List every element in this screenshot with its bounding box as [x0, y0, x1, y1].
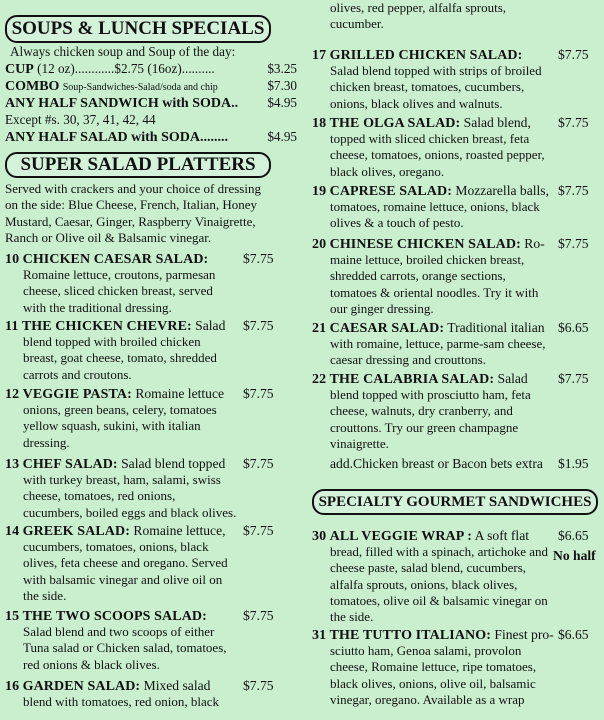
menu-item-lead: Salad [497, 371, 528, 386]
except-line: Except #s. 30, 37, 41, 42, 44 [5, 112, 156, 127]
menu-item-title [5, 318, 225, 335]
menu-item-name: THE OLGA SALAD: [329, 116, 461, 131]
menu-item-lead: Finest pro- [494, 627, 554, 642]
menu-item-name: CAESAR SALAD: [329, 321, 445, 336]
menu-item-title [312, 371, 528, 388]
menu-item-description: with turkey breast, ham, salami, swiss cheese, tomatoes, red onions, cucumbers, boiled eggs and black olives. [23, 472, 237, 520]
combo-label: COMBO [5, 79, 60, 94]
menu-item-lead: Ro- [524, 236, 545, 251]
menu-item-name: THE CALABRIA SALAD: [329, 372, 495, 387]
menu-item-description: tomatoes, romaine lettuce, onions, black olives & a touch of pesto. [330, 199, 540, 231]
menu-item-number: 16 [5, 679, 20, 694]
menu-item-description: blend topped with broiled chicken breast, goat cheese, tomato, shredded carrots and croutons. [23, 334, 217, 382]
menu-item-name: GARDEN SALAD: [22, 679, 141, 694]
menu-item-title [312, 47, 522, 64]
menu-item-price: $7.75 [243, 523, 274, 538]
menu-item-lead: Salad blend topped [121, 456, 226, 471]
menu-item-price: $6.65 [558, 528, 589, 543]
menu-item-title [5, 251, 208, 268]
half-sandwich-label: ANY HALF SANDWICH with SODA.. [5, 96, 239, 111]
menu-item-title [5, 386, 224, 403]
cup-line [5, 61, 297, 78]
menu-item-name: THE TUTTO ITALIANO: [329, 628, 491, 643]
menu-item-description: Salad blend topped with strips of broiled chicken breast, tomatoes, cucumbers, onions, black olives and walnuts. [330, 63, 542, 111]
menu-item-title [312, 320, 545, 337]
no-half-label: No half [553, 548, 596, 563]
menu-item-price: $7.75 [558, 371, 589, 386]
menu-item-title [312, 627, 554, 644]
menu-item-number: 15 [5, 609, 20, 624]
menu-item-name: GREEK SALAD: [22, 524, 130, 539]
menu-item-lead: Salad blend, [463, 115, 531, 130]
menu-item-price: $7.75 [243, 678, 274, 693]
menu-item-name: GRILLED CHICKEN SALAD: [329, 48, 523, 63]
menu-item-number: 30 [312, 529, 327, 544]
menu-item-title [312, 183, 549, 200]
addon-line: add.Chicken breast or Bacon bets extra [330, 456, 543, 471]
menu-item-price: $7.75 [243, 386, 274, 401]
combo-price: $7.30 [267, 78, 297, 93]
menu-item-number: 13 [5, 457, 20, 472]
menu-item-number: 20 [312, 237, 327, 252]
menu-item-lead: Mozzarella balls, [455, 183, 549, 198]
menu-item-number: 10 [5, 252, 20, 267]
menu-item-description: Salad blend and two scoops of either Tuna salad or Chicken salad, tomatoes, red onions & black olives. [23, 624, 227, 672]
menu-item-number: 17 [312, 48, 327, 63]
menu-item-title [5, 456, 225, 473]
super-salad-header: SUPER SALAD PLATTERS [5, 152, 271, 178]
menu-item-number: 22 [312, 372, 327, 387]
gourmet-header: SPECIALTY GOURMET SANDWICHES [312, 489, 598, 515]
menu-item-description: maine lettuce, broiled chicken breast, shredded carrots, orange sections, tomatoes & oriental noodles. Try it with our ginger dressing. [330, 252, 539, 316]
cup-text: (12 oz)............$2.75 (16oz).......... [37, 61, 215, 76]
menu-item-name: CAPRESE SALAD: [329, 184, 452, 199]
menu-item-price: $7.75 [243, 318, 274, 333]
menu-item-lead: Mixed salad [143, 678, 211, 693]
menu-item-title [312, 528, 529, 545]
menu-item-title [5, 678, 210, 695]
menu-item-name: CHEF SALAD: [22, 457, 118, 472]
super-intro: Served with crackers and your choice of dressing on the side: Blue Cheese, French, Italian, Honey Mustard, Caesar, Ginger, Raspberry Vinaigrette, Ranch or Olive oil & Balsamic vinegar. [5, 181, 261, 245]
menu-item-lead: Romaine lettuce [135, 386, 225, 401]
menu-item-lead: Traditional italian [447, 320, 545, 335]
menu-item-title [5, 608, 207, 625]
menu-item-description: cucumbers, tomatoes, onions, black olives, feta cheese and oregano. Served with balsamic vinegar and olive oil on the side. [23, 539, 228, 603]
cup-label: CUP [5, 62, 34, 77]
menu-item-price: $7.75 [558, 115, 589, 130]
menu-item-title [5, 523, 226, 540]
menu-item-description: Romaine lettuce, croutons, parmesan cheese, sliced chicken breast, served with the traditional dressing. [23, 267, 216, 315]
menu-item-description: bread, filled with a spinach, artichoke and cheese paste, salad blend, cucumbers, alfalfa sprouts, onions, black olives, tomatoes, olive oil & balsamic vinegar on the side. [330, 544, 549, 625]
menu-item-description: topped with sliced chicken breast, feta cheese, tomatoes, onions, roasted pepper, black olives, oregano. [330, 131, 545, 179]
menu-item-number: 11 [5, 319, 19, 334]
menu-item-description: blend topped with prosciutto ham, feta cheese, walnuts, dry cranberry, and crouttons. Try our green champagne vinaigrette. [330, 387, 531, 451]
menu-item-description: with romaine, lettuce, parme-sam cheese, caesar dressing and crouttons. [330, 336, 546, 368]
cup-price: $3.25 [267, 61, 297, 76]
menu-item-price: $7.75 [243, 608, 274, 623]
addon-price: $1.95 [558, 456, 589, 471]
menu-item-name: THE TWO SCOOPS SALAD: [22, 609, 207, 624]
menu-item-title [312, 236, 545, 253]
menu-item-name: CHICKEN CAESAR SALAD: [22, 252, 209, 267]
menu-item-price: $7.75 [558, 47, 589, 62]
menu-item-lead: Salad [195, 318, 226, 333]
menu-item-number: 12 [5, 387, 20, 402]
menu-item-name: VEGGIE PASTA: [22, 387, 132, 402]
menu-item-price: $7.75 [558, 236, 589, 251]
menu-item-number: 19 [312, 184, 327, 199]
menu-item-number: 21 [312, 321, 327, 336]
menu-item-name: ALL VEGGIE WRAP : [329, 529, 472, 544]
menu-item-name: CHINESE CHICKEN SALAD: [329, 237, 521, 252]
half-sandwich-price: $4.95 [267, 95, 297, 110]
menu-item-description: sciutto ham, Genoa salami, provolon cheese, Romaine lettuce, ripe tomatoes, black olives, onions, olive oil, balsamic vinegar, oregano. Available as a wrap [330, 643, 537, 707]
menu-item-price: $7.75 [243, 251, 274, 266]
menu-item-description: onions, green beans, celery, tomatoes yellow squash, sukini, with italian dressing. [23, 402, 217, 450]
combo-text: Soup-Sandwiches-Salad/soda and chip [62, 82, 218, 93]
menu-item-number: 18 [312, 116, 327, 131]
menu-item-title [312, 115, 531, 132]
menu-item-description: blend with tomatoes, red onion, black [23, 694, 220, 709]
soups-intro: Always chicken soup and Soup of the day: [10, 44, 236, 59]
menu-item-lead: A soft flat [474, 528, 530, 543]
menu-item-name: THE CHICKEN CHEVRE: [21, 319, 192, 334]
half-sandwich-line [5, 95, 297, 112]
menu-item-price: $7.75 [558, 183, 589, 198]
menu-item-lead: Romaine lettuce, [133, 523, 226, 538]
menu-item-number: 14 [5, 524, 20, 539]
soups-header: SOUPS & LUNCH SPECIALS [5, 15, 271, 43]
menu-item-price: $6.65 [558, 627, 589, 642]
menu-item-price: $7.75 [243, 456, 274, 471]
menu-item-price: $6.65 [558, 320, 589, 335]
half-salad-price: $4.95 [267, 129, 297, 144]
combo-line [5, 78, 297, 96]
half-salad-label: ANY HALF SALAD with SODA........ [5, 130, 228, 145]
continued-garden-desc: olives, red pepper, alfalfa sprouts, cucumber. [330, 0, 507, 32]
half-salad-line [5, 129, 297, 146]
menu-item-number: 31 [312, 628, 327, 643]
